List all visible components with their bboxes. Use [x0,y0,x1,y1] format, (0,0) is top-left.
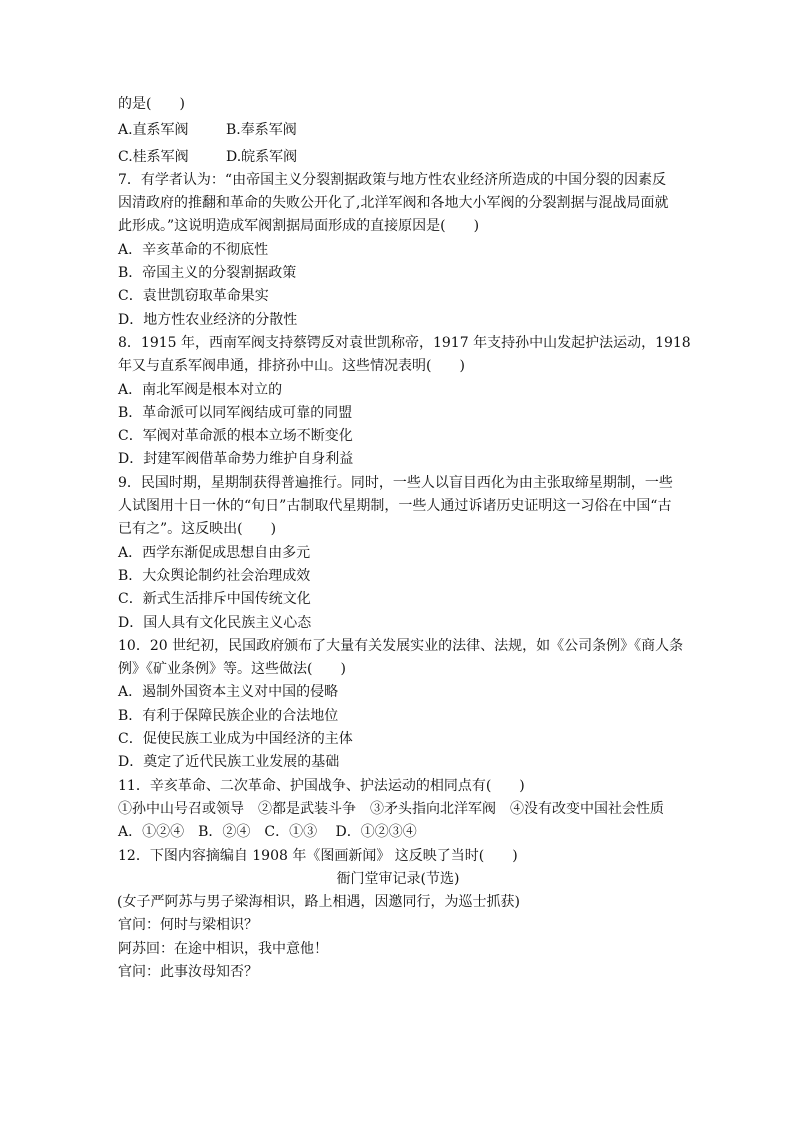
q12-excerpt-line-3: 阿苏回：在途中相识，我中意他！ [118,940,328,957]
q9-stem-line-2: 人试图用十日一休的“旬日”古制取代星期制，一些人通过诉诸历史证明这一习俗在中国“古 [118,498,672,515]
q7-stem-line-1: 7．有学者认为：“由帝国主义分裂割据政策与地方性农业经济所造成的中国分裂的因素反 [118,171,667,188]
q8-option-b[interactable]: B．革命派可以同军阀结成可靠的同盟 [118,404,353,421]
q10-stem-line-2: 例》《矿业条例》等。这些做法( ) [118,661,346,678]
q6-stem-tail: 的是( ) [118,96,185,112]
q6-option-c[interactable]: C.桂系军阀 [118,148,189,165]
q10-option-b[interactable]: B．有利于保障民族企业的合法地位 [118,707,339,724]
exam-page [117,93,691,984]
q6-options-row-1 [118,119,678,142]
q10-stem-line-1: 10．20 世纪初，民国政府颁布了大量有关发展实业的法律、法规，如《公司条例》《商人条 [118,637,684,654]
q9-option-b[interactable]: B．大众舆论制约社会治理成效 [118,567,311,584]
q6-option-d[interactable]: D.皖系军阀 [226,148,298,165]
q8-option-c[interactable]: C．军阀对革命派的根本立场不断变化 [118,428,353,445]
q9-stem-line-3: 已有之”。这反映出( ) [118,521,277,538]
q7-option-b[interactable]: B．帝国主义的分裂割据政策 [118,265,297,282]
q9-option-c[interactable]: C．新式生活排斥中国传统文化 [118,591,311,608]
q12-excerpt-line-4: 官问：此事汝母知否？ [118,963,258,980]
q8-stem-line-1: 8．1915 年，西南军阀支持蔡锷反对袁世凯称帝，1917 年支持孙中山发起护法运动，1918 [118,334,691,351]
q7-option-a[interactable]: A．辛亥革命的不彻底性 [118,241,269,258]
q12-excerpt-line-1: (女子严阿苏与男子梁海相识，路上相遇，因邀同行，为巡士抓获) [117,894,520,911]
q12-stem: 12．下图内容摘编自 1908 年《图画新闻》 这反映了当时( ) [118,847,518,864]
q7-option-c[interactable]: C．袁世凯窃取革命果实 [118,288,269,305]
q10-option-c[interactable]: C．促使民族工业成为中国经济的主体 [118,731,353,748]
q9-option-a[interactable]: A．西学东渐促成思想自由多元 [118,544,311,561]
q6-option-a[interactable]: A.直系军阀 [118,122,189,139]
q9-option-d[interactable]: D．国人具有文化民族主义心态 [118,614,312,631]
q7-stem-line-3: 此形成。”这说明造成军阀割据局面形成的直接原因是( ) [118,218,480,235]
q11-stem: 11．辛亥革命、二次革命、护国战争、护法运动的相同点有( ) [118,777,525,794]
q6-options-row-2 [118,146,678,169]
q8-stem-line-2: 年又与直系军阀串通，排挤孙中山。这些情况表明( ) [118,358,465,375]
q12-excerpt-line-2: 官问：何时与梁相识？ [118,917,258,934]
q10-option-a[interactable]: A．遏制外国资本主义对中国的侵略 [118,684,339,701]
q8-option-d[interactable]: D．封建军阀借革命势力维护自身利益 [118,451,354,468]
q9-stem-line-1: 9．民国时期，星期制获得普遍推行。同时，一些人以盲目西化为由主张取缔星期制，一些 [118,474,673,491]
q8-option-a[interactable]: A．南北军阀是根本对立的 [118,381,283,398]
q11-statements: ①孙中山号召或领导 ②都是武装斗争 ③矛头指向北洋军阀 ④没有改变中国社会性质 [118,800,664,817]
q7-option-d[interactable]: D．地方性农业经济的分散性 [118,311,298,328]
q10-option-d[interactable]: D．奠定了近代民族工业发展的基础 [118,754,340,771]
q11-options[interactable]: A．①②④ B．②④ C．①③ D．①②③④ [118,824,417,841]
q12-excerpt-title: 衙门堂审记录(节选) [336,870,460,887]
q7-stem-line-2: 因清政府的推翻和革命的失败公开化了,北洋军阀和各地大小军阀的分裂割据与混战局面就 [118,195,669,212]
q6-option-b[interactable]: B.奉系军阀 [226,122,297,139]
